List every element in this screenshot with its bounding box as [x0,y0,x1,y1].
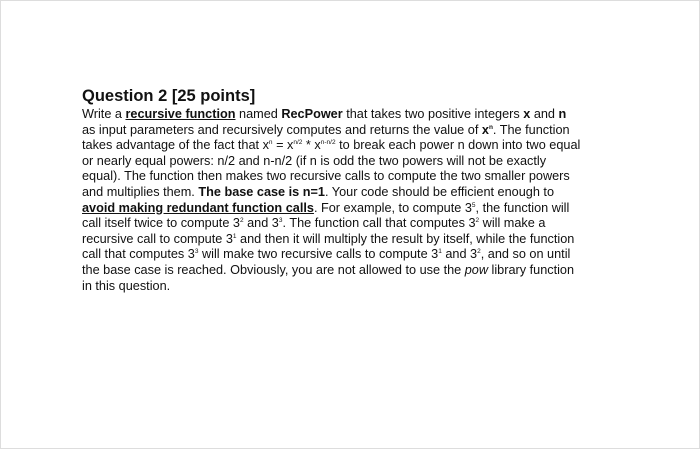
text-run: equal). The function then makes two recursive calls to compute the two smaller powers [82,169,570,184]
text-run: and 3 [243,216,279,231]
paragraph-line [82,201,627,217]
italic-text: pow [464,262,489,277]
superscript-exponent: n [488,123,493,131]
text-run: that takes two positive integers [342,107,524,121]
text-run: Write a [82,107,126,121]
bold-text: The base case is n=1 [198,184,325,199]
paragraph-line [82,185,627,201]
paragraph-line [82,154,627,170]
paragraph-line [82,247,627,263]
text-run: and [530,107,559,121]
text-run: will make two recursive calls to compute 3 [198,247,439,262]
superscript-exponent: n [268,139,273,147]
question-title: Question 2 [25 points] [82,87,256,105]
text-run: = x [272,138,294,153]
text-run: . The function call that computes 3 [282,216,476,231]
bold-text: n [558,107,567,121]
superscript-exponent: 2 [239,217,244,225]
text-run: , and so on until [480,247,571,262]
text-run: named [235,107,282,121]
text-run: or nearly equal powers: n/2 and n-n/2 (if n is odd the two powers will not be exactly [82,153,547,168]
text-run: as input parameters and recursively computes and returns the value of [82,122,482,137]
text-run: to break each power n down into two equal [335,138,581,153]
superscript-exponent: 3 [194,248,199,256]
text-run: * x [302,138,321,153]
text-run: recursive call to compute 3 [82,231,233,246]
text-run: and 3 [441,247,478,262]
paragraph-line [82,232,627,248]
superscript-exponent: n-n/2 [320,139,336,147]
paragraph-line [82,279,627,295]
text-run: and multiplies them. [82,184,199,199]
superscript-exponent: 2 [475,217,480,225]
text-run: will make a [479,216,546,231]
text-run: takes advantage of the fact that x [82,138,269,153]
paragraph-line [82,123,627,139]
text-run: . For example, to compute 3 [313,200,472,215]
paragraph-line [82,107,627,123]
bold-text: x [481,122,489,137]
text-run: call that computes 3 [82,247,195,262]
bold-text: RecPower [281,107,343,121]
text-run: the base case is reached. Obviously, you are not allowed to use the [82,262,465,277]
paragraph-line [82,169,627,185]
paragraph-line [82,216,627,232]
question-block [82,86,627,294]
text-run: in this question. [82,278,171,293]
superscript-exponent: 1 [438,248,442,256]
question-body [82,107,627,294]
text-run: . The function [492,122,570,137]
text-run: . Your code should be efficient enough to [324,184,554,199]
text-run: and then it will multiply the result by itself, while the function [236,231,575,246]
text-run: call itself twice to compute 3 [82,216,240,231]
superscript-exponent: n/2 [293,139,303,147]
emphasized-underlined-text: avoid making redundant function calls [82,200,314,215]
bold-text: x [523,107,531,121]
superscript-exponent: 1 [232,232,237,240]
text-run: library function [488,262,575,277]
text-run: , the function will [475,200,570,215]
superscript-exponent: 3 [278,217,283,225]
superscript-exponent: 2 [477,248,481,256]
emphasized-underlined-text: recursive function [125,107,236,121]
paragraph-line [82,138,627,154]
paragraph-line [82,263,627,279]
superscript-exponent: 5 [471,201,476,209]
